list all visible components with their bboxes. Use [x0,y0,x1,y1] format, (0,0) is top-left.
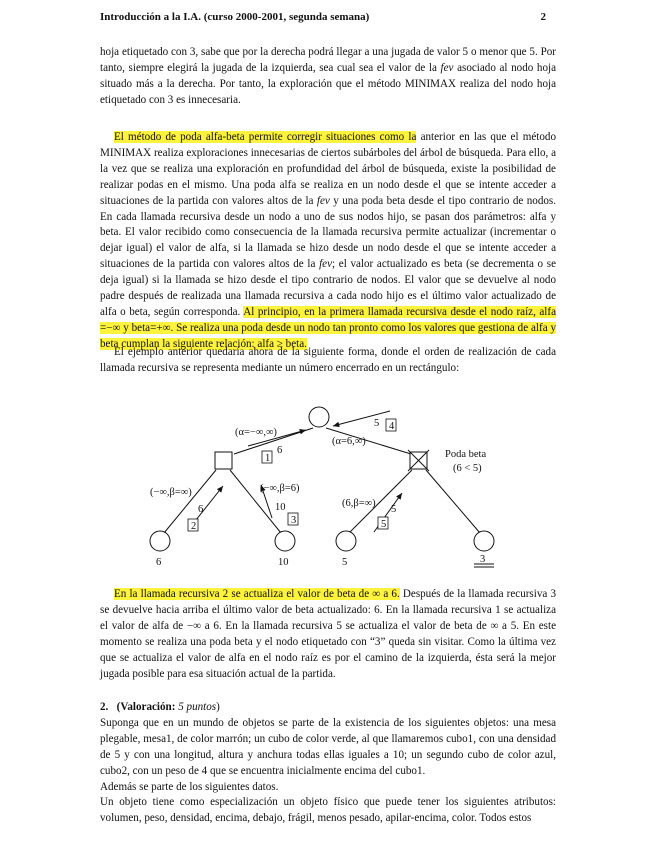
fev-term: fev [319,258,333,271]
leaf-node-5 [336,531,356,551]
label-left-left-call: (−∞,β=∞) [150,487,192,498]
highlight-initial-values: Al principio, en la primera llamada recursiva desde el nodo raíz, alfa =−∞ y beta=+∞. Se realiza una poda desde un nodo tan pronto como los valores que gestiona de alfa y beta cumplan la siguiente relación: alfa ≥ beta. [100,305,557,350]
edge-right-leaf4 [426,470,480,533]
value-left-return: 6 [277,445,283,456]
page-number: 2 [540,11,546,23]
label-right-call: (α=6,∞) [332,436,366,447]
label-right-left-call: (6,β=∞) [342,498,376,509]
order-number-5: 5 [381,519,387,530]
label-root-call: (α=−∞,∞) [235,427,277,438]
leaf-value-3: 3 [480,554,486,565]
order-number-1: 1 [265,453,271,464]
leaf-node-6 [150,531,170,551]
min-node-left [215,452,232,469]
para4-text: Después de la llamada recursiva 3 se devuelve hacia arriba el último valor de beta actualizado: 6. En la llamada recursiva 1 se actualiza el valor de alfa de −∞ a 6. En la llamada recursiva 5 se actualiza el valor de beta de ∞ a 5. En este momento se realiza una poda beta y el nodo etiquetado con “3” queda sin visitar. Como la última vez que se actualiza el valor de alfa en el nodo raíz es por el camino de la izquierda, ésta será la mejor jugada posible para esa situación actual de la partida. [100,588,556,680]
order-number-3: 3 [291,515,297,526]
label-prune-beta: Poda beta [445,449,487,460]
paragraph-alpha-beta [100,130,556,353]
question-2 [100,700,556,827]
para1-text-b: asociado al nodo hoja situado más a la derecha. Por tanto, la exploración que el método MINIMAX realiza del nodo hoja etiquetado con 3 es innecesaria. [100,61,556,106]
value-lr-return: 10 [275,502,286,513]
question-number: 2. [100,701,109,713]
paragraph-example-explanation [100,587,556,682]
para2-text-a: anterior en las que el método MINIMAX realiza exploraciones innecesarias de ciertos subárboles del árbol de búsqueda. Para ello, a la vez que se realiza una exploración en profundidad del árbol de búsqueda, existe la posibilidad de realizar podas en el mismo. Una poda alfa se realiza en un nodo desde el que se intente acceder a situaciones de la partida con valores altos de la [100,131,556,207]
label-prune-condition: (6 < 5) [453,463,482,474]
paragraph-example-intro: El ejemplo anterior quedaría ahora de la siguiente forma, donde el orden de realización de cada llamada recursiva se representa mediante un número encerrado en un rectángulo: [100,346,556,374]
order-number-2: 2 [191,521,197,532]
heading-close: ) [216,701,220,713]
header-title: Introducción a la I.A. (curso 2000-2001, segunda semana) [100,11,370,23]
alpha-beta-tree-diagram [120,400,540,575]
leaf-node-10 [275,531,295,551]
leaf-node-3 [474,531,494,551]
leaf-value-6: 6 [156,557,162,568]
question-2-heading [100,700,556,716]
fev-term: fev [440,61,454,74]
highlight-beta-update: En la llamada recursiva 2 se actualiza el valor de beta de ∞ a 6. [114,588,400,600]
order-number-4: 4 [389,421,395,432]
question-2-line-1: Suponga que en un mundo de objetos se parte de la existencia de los siguientes objetos: una mesa plegable, mesa1, de color marrón; un cubo de color verde, al que llamaremos cubo1, con una densidad de 5 y con una longitud, altura y anchura todas ellas iguales a 10; un segundo cubo de color azul, cubo2, con un peso de 4 que se encuentra inicialmente encima del cubo1. [100,716,556,777]
page-header [100,11,552,27]
question-2-line-3: Un objeto tiene como especialización un objeto físico que puede tener los siguientes atributos: volumen, peso, densidad, encima, debajo, frágil, menos pesado, apilar-encima, color. Todos estos [100,796,556,825]
value-rl-return: 5 [391,504,397,515]
tree-edges [164,428,480,533]
para2-text-c: ; el valor actualizado es beta (se decrementa o se deja igual) si la llamada se hizo desde el tipo contrario de nodos. El valor que se devuelve al nodo padre después de realizada una llamada recursiva a cada nodo hijo es el último valor actualizado de alfa o beta, según corresponda. [100,258,556,318]
fev-term: fev [316,194,330,207]
leaf-value-10: 10 [278,557,289,568]
root-node [309,407,329,427]
valoracion-label: (Valoración: [116,701,176,713]
value-right-return: 5 [374,418,380,429]
arrow-call-4 [333,411,390,426]
para2-text-b: y una poda beta desde el tipo contrario de nodos. En cada llamada recursiva desde un nodo a uno de sus nodos hijo, se pasan dos parámetros: alfa y beta. El valor recibido como consecuencia de la llamada recursiva permite actualizar (incrementar o dejar igual) el valor de alfa, si la llamada se hizo desde un nodo desde el que se intente acceder a situaciones de la partida con valores altos de la [100,194,557,271]
paragraph-minimax-conclusion [100,45,556,109]
leaf-value-5: 5 [342,557,348,568]
label-left-right-call: (−∞,β=6) [260,483,300,494]
highlight-alpha-beta-intro: El método de poda alfa-beta permite corregir situaciones como la [114,131,417,143]
edge-left-leaf2 [230,470,281,533]
para1-text-a: hoja etiquetado con 3, sabe que por la derecha podrá llegar a una jugada de valor 5 o menor que 5. Por tanto, siempre elegirá la jugada de la izquierda, sea cual sea el valor de la [100,46,556,74]
points-value: 5 puntos [178,701,217,713]
value-ll-return: 6 [198,504,204,515]
question-2-line-2: Además se parte de los siguientes datos. [100,780,279,793]
